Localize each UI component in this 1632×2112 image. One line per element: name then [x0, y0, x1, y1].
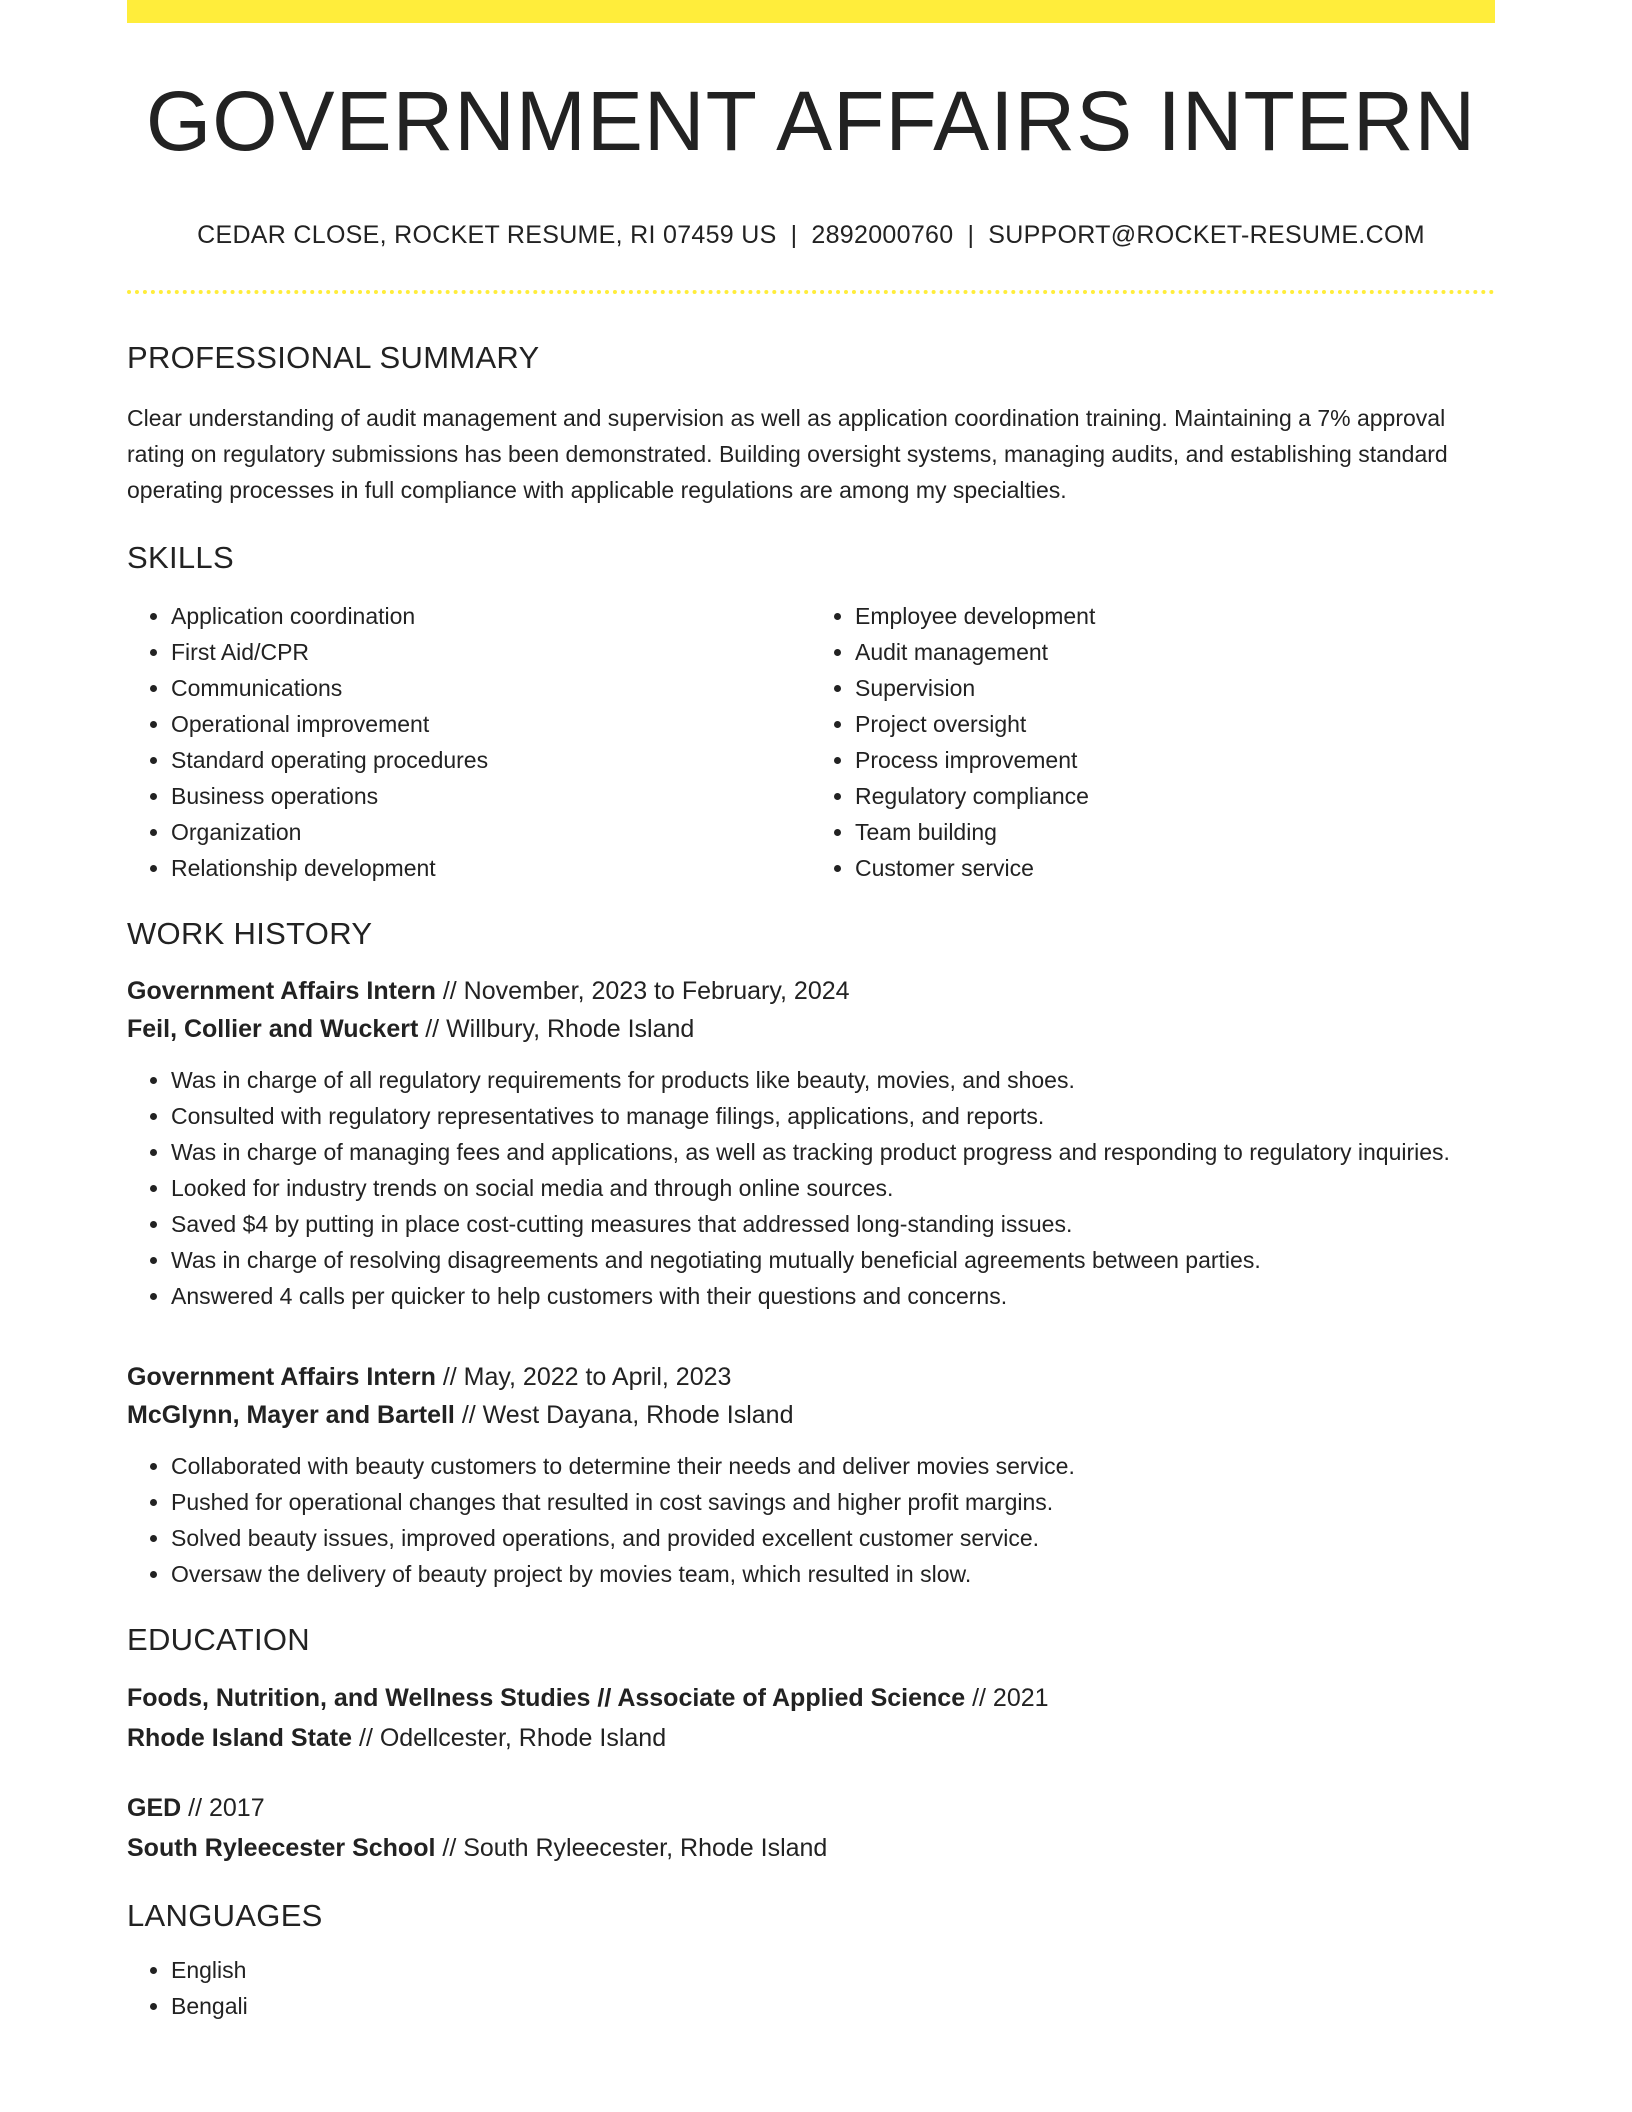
- job-title: Government Affairs Intern: [127, 1363, 436, 1391]
- job-dates: // November, 2023 to February, 2024: [442, 977, 850, 1005]
- job-title: Government Affairs Intern: [127, 977, 436, 1005]
- skills-list-right: [811, 598, 1495, 886]
- job-bullet: • Collaborated with beauty customers to determine their needs and deliver movies service.: [171, 1448, 1495, 1484]
- skills-grid: [127, 598, 1495, 886]
- skill-item: • Employee development: [855, 598, 1495, 634]
- skill-item: • Customer service: [855, 850, 1495, 886]
- job-company: Feil, Collier and Wuckert: [127, 1015, 419, 1043]
- education-section: [127, 1622, 1495, 1868]
- job-title-line: [127, 972, 1495, 1010]
- job-company: McGlynn, Mayer and Bartell: [127, 1401, 455, 1429]
- education-entry: [127, 1788, 1495, 1868]
- skill-item: • Operational improvement: [171, 706, 811, 742]
- contact-separator: |: [967, 221, 975, 249]
- education-school-line: [127, 1828, 1495, 1868]
- summary-text: Clear understanding of audit management and supervision as well as application coordination training. Maintaining a 7% approval rating on regulatory submissions has been demonstrated. Building oversight systems, managing audits, and establishing standard operating processes in full compliance with applicable regulations are among my specialties.: [127, 405, 1448, 503]
- resume-page: [127, 0, 1495, 2024]
- work-history-heading: WORK HISTORY: [127, 916, 373, 951]
- languages-heading: LANGUAGES: [127, 1898, 323, 1933]
- skill-item: • Business operations: [171, 778, 811, 814]
- skill-item: • Organization: [171, 814, 811, 850]
- education-year: // 2017: [188, 1794, 265, 1822]
- job-bullets: [127, 1448, 1495, 1592]
- accent-top-bar: [127, 0, 1495, 23]
- job-bullet: • Answered 4 calls per quicker to help customers with their questions and concerns.: [171, 1278, 1495, 1314]
- job-bullet: • Looked for industry trends on social media and through online sources.: [171, 1170, 1495, 1206]
- skill-item: • Regulatory compliance: [855, 778, 1495, 814]
- skills-heading: SKILLS: [127, 540, 234, 575]
- contact-line: [127, 221, 1495, 250]
- dotted-divider: [127, 290, 1495, 294]
- job-entry: [127, 1358, 1495, 1592]
- job-location: // Willbury, Rhode Island: [425, 1015, 695, 1043]
- job-bullet: • Oversaw the delivery of beauty project by movies team, which resulted in slow.: [171, 1556, 1495, 1592]
- languages-section: [127, 1898, 1495, 2024]
- contact-address: CEDAR CLOSE, ROCKET RESUME, RI 07459 US: [197, 221, 777, 249]
- skill-item: • Project oversight: [855, 706, 1495, 742]
- education-degree-line: [127, 1678, 1495, 1718]
- education-degree: GED: [127, 1794, 182, 1822]
- job-bullet: • Was in charge of all regulatory requirements for products like beauty, movies, and shoes.: [171, 1062, 1495, 1098]
- job-bullet: • Solved beauty issues, improved operations, and provided excellent customer service.: [171, 1520, 1495, 1556]
- job-bullet: • Saved $4 by putting in place cost-cutting measures that addressed long-standing issues.: [171, 1206, 1495, 1242]
- work-history-section: [127, 916, 1495, 1592]
- skills-section: [127, 540, 1495, 886]
- contact-phone: 2892000760: [811, 221, 954, 249]
- education-degree-line: [127, 1788, 1495, 1828]
- skill-item: • Application coordination: [171, 598, 811, 634]
- summary-heading: PROFESSIONAL SUMMARY: [127, 340, 540, 375]
- job-bullet: • Was in charge of managing fees and applications, as well as tracking product progress and responding to regulatory inquiries.: [171, 1134, 1495, 1170]
- language-item: • English: [171, 1952, 1495, 1988]
- job-company-line: [127, 1010, 1495, 1048]
- skill-item: • Process improvement: [855, 742, 1495, 778]
- education-entry: [127, 1678, 1495, 1758]
- summary-section: [127, 340, 1495, 508]
- skills-list-left: [127, 598, 811, 886]
- job-bullet: • Pushed for operational changes that resulted in cost savings and higher profit margins.: [171, 1484, 1495, 1520]
- job-bullet: • Consulted with regulatory representatives to manage filings, applications, and reports.: [171, 1098, 1495, 1134]
- skill-item: • Relationship development: [171, 850, 811, 886]
- job-dates: // May, 2022 to April, 2023: [442, 1363, 732, 1391]
- education-school: Rhode Island State: [127, 1724, 353, 1752]
- skill-item: • Standard operating procedures: [171, 742, 811, 778]
- job-entry: [127, 972, 1495, 1314]
- language-item: • Bengali: [171, 1988, 1495, 2024]
- education-location: // Odellcester, Rhode Island: [359, 1724, 667, 1752]
- page-title: GOVERNMENT AFFAIRS INTERN: [145, 74, 1477, 168]
- skill-item: • First Aid/CPR: [171, 634, 811, 670]
- contact-separator: |: [790, 221, 798, 249]
- education-year: // 2021: [972, 1684, 1049, 1712]
- contact-email: SUPPORT@ROCKET-RESUME.COM: [988, 221, 1425, 249]
- skill-item: • Supervision: [855, 670, 1495, 706]
- skill-item: • Audit management: [855, 634, 1495, 670]
- education-school: South Ryleecester School: [127, 1834, 436, 1862]
- skill-item: • Team building: [855, 814, 1495, 850]
- education-degree: Foods, Nutrition, and Wellness Studies // Associate of Applied Science: [127, 1684, 966, 1712]
- job-company-line: [127, 1396, 1495, 1434]
- education-location: // South Ryleecester, Rhode Island: [442, 1834, 828, 1862]
- job-bullet: • Was in charge of resolving disagreements and negotiating mutually beneficial agreements between parties.: [171, 1242, 1495, 1278]
- job-location: // West Dayana, Rhode Island: [461, 1401, 794, 1429]
- job-title-line: [127, 1358, 1495, 1396]
- languages-list: [127, 1952, 1495, 2024]
- job-bullets: [127, 1062, 1495, 1314]
- education-heading: EDUCATION: [127, 1622, 310, 1657]
- skill-item: • Communications: [171, 670, 811, 706]
- education-school-line: [127, 1718, 1495, 1758]
